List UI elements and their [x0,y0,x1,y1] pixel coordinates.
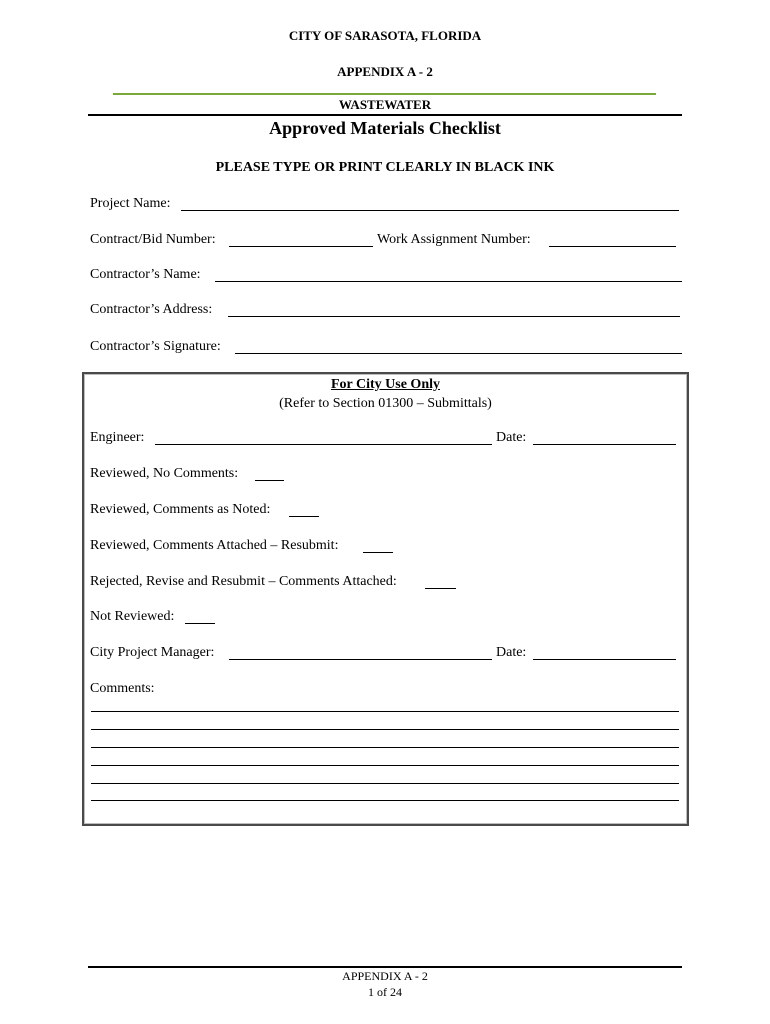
reviewed-comments-noted-blank[interactable] [289,516,319,517]
reviewed-no-comments-label: Reviewed, No Comments: [90,466,239,481]
contractor-signature-label: Contractor’s Signature: [90,339,221,354]
rejected-blank[interactable] [425,588,456,589]
contractor-name-field[interactable] [215,281,682,282]
work-assignment-number-label: Work Assignment Number: [377,232,531,247]
city-use-box [82,372,689,826]
comment-line[interactable] [91,800,679,801]
instruction-text: PLEASE TYPE OR PRINT CLEARLY IN BLACK INK [215,160,555,175]
project-name-label: Project Name: [90,196,171,211]
footer-page-number: 1 of 24 [368,985,402,999]
contractor-address-label: Contractor’s Address: [90,302,213,317]
comment-line[interactable] [91,747,679,748]
engineer-label: Engineer: [90,430,145,445]
comments-label: Comments: [90,681,155,696]
comment-line[interactable] [91,711,679,712]
contractor-name-label: Contractor’s Name: [90,267,201,282]
contractor-signature-field[interactable] [235,353,682,354]
reviewed-comments-attached-label: Reviewed, Comments Attached – Resubmit: [90,538,339,553]
project-manager-date-label: Date: [496,645,527,660]
footer-rule [88,966,682,968]
engineer-field[interactable] [155,444,492,445]
contractor-address-field[interactable] [228,316,680,317]
section-header: WASTEWATER [338,97,432,112]
work-assignment-number-field[interactable] [549,246,676,247]
contract-bid-number-label: Contract/Bid Number: [90,232,216,247]
rejected-label: Rejected, Revise and Resubmit – Comments Attached: [90,574,397,589]
project-manager-date-field[interactable] [533,659,676,660]
header-rule [88,114,682,116]
reviewed-comments-noted-label: Reviewed, Comments as Noted: [90,502,271,517]
city-use-heading: For City Use Only [330,377,440,392]
reviewed-no-comments-blank[interactable] [255,480,284,481]
page-title: Approved Materials Checklist [269,118,501,138]
project-manager-label: City Project Manager: [90,645,215,660]
comment-line[interactable] [91,783,679,784]
contract-bid-number-field[interactable] [229,246,373,247]
footer-appendix: APPENDIX A - 2 [342,969,428,983]
project-name-field[interactable] [181,210,679,211]
header-green-divider [113,93,656,95]
appendix-header: APPENDIX A - 2 [337,64,433,79]
comment-line[interactable] [91,765,679,766]
reviewed-comments-attached-blank[interactable] [363,552,393,553]
city-use-reference: (Refer to Section 01300 – Submittals) [279,396,492,411]
project-manager-field[interactable] [229,659,492,660]
not-reviewed-label: Not Reviewed: [90,609,175,624]
engineer-date-label: Date: [496,430,527,445]
comment-line[interactable] [91,729,679,730]
city-header: CITY OF SARASOTA, FLORIDA [288,28,482,43]
not-reviewed-blank[interactable] [185,623,215,624]
engineer-date-field[interactable] [533,444,676,445]
